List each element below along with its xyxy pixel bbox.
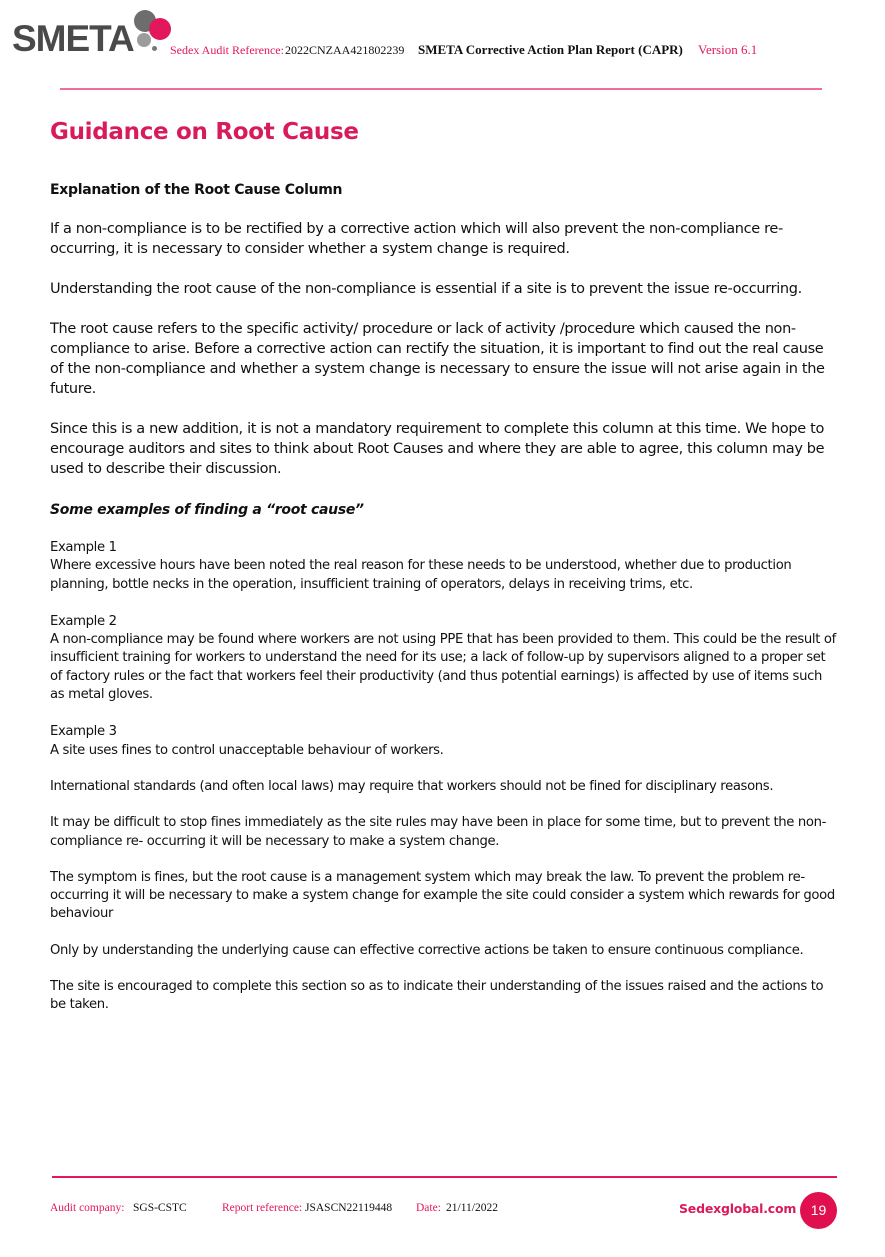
examples-heading: Some examples of finding a “root cause” [50, 502, 364, 518]
paragraph: The site is encouraged to complete this section so as to indicate their understanding of the issues raised and the actions to be taken. [50, 979, 824, 1013]
main-content [50, 112, 840, 1015]
example-block [50, 539, 840, 594]
logo-pink-circle-icon [149, 18, 171, 40]
audit-company-label: Audit company: [50, 1202, 125, 1214]
paragraph: It may be difficult to stop fines immediately as the site rules may have been in place for some time, but to prevent the non-compliance re- occurring it will be necessary to make a system change. [50, 815, 827, 849]
report-reference-value: JSASCN22119448 [305, 1202, 393, 1214]
audit-reference-value: 2022CNZAA421802239 [285, 43, 405, 57]
logo-text: SMETA [12, 18, 134, 59]
paragraph: Only by understanding the underlying cause can effective corrective actions be taken to ensure continuous compliance. [50, 942, 804, 958]
audit-reference-label: Sedex Audit Reference: [170, 43, 284, 57]
report-reference-label: Report reference: [222, 1202, 303, 1214]
paragraph: The symptom is fines, but the root cause is a management system which may break the law. To prevent the problem re-occurring it will be necessary to make a system change for example the site could consider a system which rewards for good behaviour [50, 869, 835, 922]
registered-mark-icon [152, 46, 157, 51]
footer-divider [52, 1176, 837, 1178]
smeta-logo [12, 6, 167, 59]
paragraph: Since this is a new addition, it is not a mandatory requirement to complete this column at this time. We hope to encourage auditors and sites to think about Root Causes and where they are able to agree, this column may be used to describe their discussion. [50, 421, 825, 477]
logo-grey-circle-icon [137, 33, 151, 47]
report-version: Version 6.1 [698, 42, 758, 57]
paragraph: If a non-compliance is to be rectified by a corrective action which will also prevent the non-compliance re-occurring, it is necessary to consider whether a system change is required. [50, 221, 783, 257]
example-title: Example 1 [50, 540, 117, 555]
audit-company-value: SGS-CSTC [133, 1202, 187, 1214]
date-label: Date: [416, 1202, 441, 1214]
example-text: Where excessive hours have been noted the real reason for these needs to be understood, whether due to production planning, bottle necks in the operation, insufficient training of operators, delays in receiving trims, etc. [50, 558, 792, 592]
example-title: Example 2 [50, 613, 117, 629]
example-block [50, 723, 840, 760]
website-link[interactable]: Sedexglobal.com [679, 1201, 797, 1216]
report-title: SMETA Corrective Action Plan Report (CAPR) [418, 42, 683, 57]
date-value: 21/11/2022 [446, 1202, 498, 1214]
paragraph: International standards (and often local laws) may require that workers should not be fined for disciplinary reasons. [50, 778, 774, 794]
section-heading: Explanation of the Root Cause Column [50, 182, 343, 198]
example-text: A site uses fines to control unacceptable behaviour of workers. [50, 742, 444, 758]
page-title: Guidance on Root Cause [50, 119, 359, 145]
example-block [50, 613, 840, 704]
paragraph: Understanding the root cause of the non-compliance is essential if a site is to prevent the issue re-occurring. [50, 281, 802, 297]
header-divider [60, 88, 822, 90]
example-title: Example 3 [50, 724, 117, 740]
paragraph: The root cause refers to the specific activity/ procedure or lack of activity /procedure which caused the non-compliance to arise. Before a corrective action can rectify the situation, it is important to find out the real cause of the non-compliance and whether a system change is necessary to ensure the issue will not arise again in the future. [50, 321, 825, 397]
example-text: A non-compliance may be found where workers are not using PPE that has been provided to them. This could be the result of insufficient training for workers to understand the need for its use; a lack of follow-up by supervisors aligned to a proper set of factory rules or the fact that workers feel their productivity (and thus potential earnings) is affected by use of items such as metal gloves. [50, 632, 836, 703]
page-number-badge: 19 [800, 1192, 837, 1229]
